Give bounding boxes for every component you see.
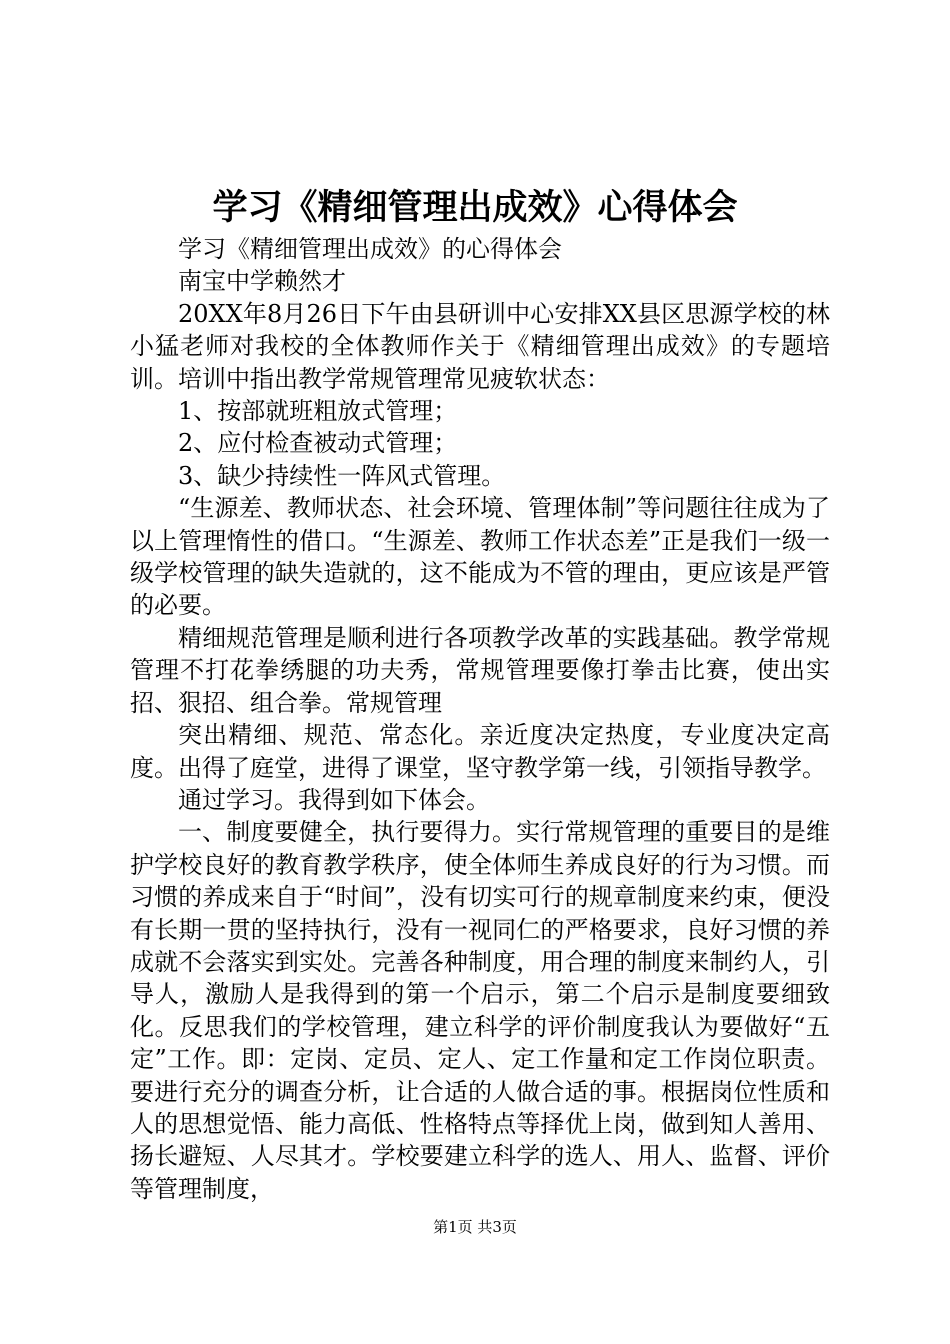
paragraph: 20XX年8月26日下午由县研训中心安排XX县区思源学校的林小猛老师对我校的全体教师作关于《精细管理出成效》的专题培训。培训中指出教学常规管理常见疲软状态：: [130, 299, 830, 393]
list-item: 2、应付检查被动式管理；: [178, 429, 458, 458]
page-footer: 第1页 共3页: [433, 1218, 517, 1236]
paragraph: 通过学习。我得到如下体会。: [178, 785, 490, 814]
paragraph-subtitle: 学习《精细管理出成效》的心得体会: [178, 235, 562, 263]
paragraph: 一、制度要健全，执行要得力。实行常规管理的重要目的是维护学校良好的教育教学秩序，使全体师生养成良好的行为习惯。而习惯的养成来自于“时间”，没有切实可行的规章制度来约束，便没有长期一贯的坚持执行，没有一视同仁的严格要求，良好习惯的养成就不会落实到实处。完善各种制度，用合理的制度来制约人，引导人，激励人是我得到的第一个启示，第二个启示是制度要细致化。反思我们的学校管理，建立科学的评价制度我认为要做好“五定”工作。即：定岗、定员、定人、定工作量和定工作岗位职责。要进行充分的调查分析，让合适的人做合适的事。根据岗位性质和人的思想觉悟、能力高低、性格特点等择优上岗，做到知人善用、扬长避短、人尽其才。学校要建立科学的选人、用人、监督、评价等管理制度，: [130, 818, 830, 1203]
paragraph: 精细规范管理是顺利进行各项教学改革的实践基础。教学常规管理不打花拳绣腿的功夫秀，常规管理要像打拳击比赛，使出实招、狠招、组合拳。常规管理: [130, 623, 830, 717]
document-body: [130, 233, 830, 1205]
document-title: 学习《精细管理出成效》心得体会: [212, 188, 738, 228]
list-item: 1、按部就班粗放式管理；: [178, 397, 458, 426]
list-item: 3、缺少持续性一阵风式管理。: [178, 461, 506, 490]
paragraph-author: 南宝中学赖然才: [178, 267, 346, 296]
paragraph: 突出精细、规范、常态化。亲近度决定热度，专业度决定高度。出得了庭堂，进得了课堂，坚守教学第一线，引领指导教学。: [130, 721, 830, 782]
paragraph: “生源差、教师状态、社会环境、管理体制”等问题往往成为了以上管理惰性的借口。“生源差、教师工作状态差”正是我们一级一级学校管理的缺失造就的，这不能成为不管的理由，更应该是严管的必要。: [130, 494, 830, 620]
